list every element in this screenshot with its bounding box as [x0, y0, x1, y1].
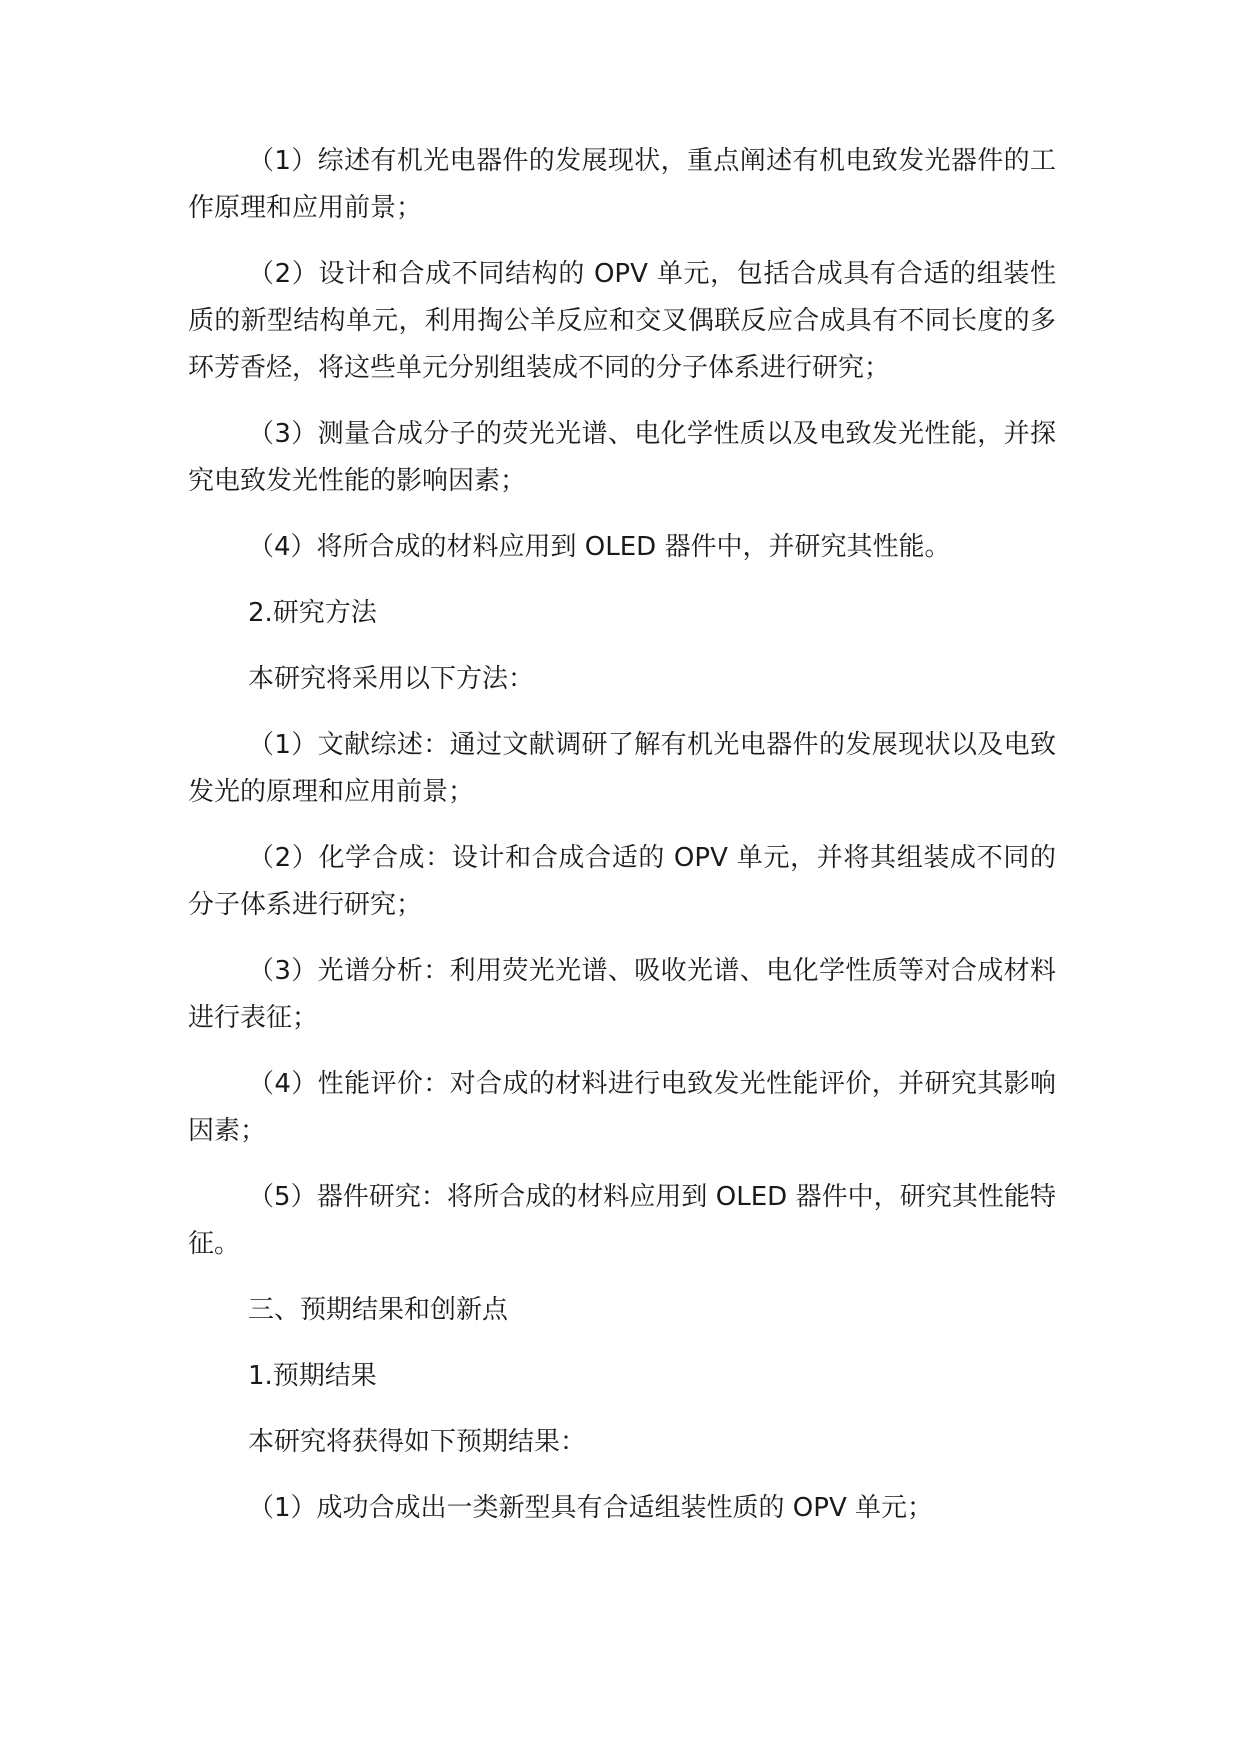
- paragraph-goal-1: （1）综述有机光电器件的发展现状，重点阐述有机电致发光器件的工作原理和应用前景；: [188, 146, 1056, 223]
- document-page: [188, 138, 1056, 1551]
- paragraph-method-2: （2）化学合成：设计和合成合适的 OPV 单元，并将其组装成不同的分子体系进行研究；: [188, 843, 1056, 920]
- paragraph-goal-2: （2）设计和合成不同结构的 OPV 单元，包括合成具有合适的组装性质的新型结构单元，利用掏公羊反应和交叉偶联反应合成具有不同长度的多环芳香烃，将这些单元分别组装成不同的分子体系进行研究；: [188, 259, 1056, 383]
- subsection-heading-expected: 1.预期结果: [248, 1361, 377, 1391]
- paragraph-methods-intro: 本研究将采用以下方法：: [248, 664, 535, 694]
- paragraph-results-intro: 本研究将获得如下预期结果：: [248, 1427, 587, 1457]
- paragraph-method-4: （4）性能评价：对合成的材料进行电致发光性能评价，并研究其影响因素；: [188, 1069, 1056, 1146]
- paragraph-result-1: （1）成功合成出一类新型具有合适组装性质的 OPV 单元；: [248, 1493, 934, 1523]
- paragraph-goal-3: （3）测量合成分子的荧光光谱、电化学性质以及电致发光性能，并探究电致发光性能的影响因素；: [188, 419, 1056, 496]
- paragraph-method-5: （5）器件研究：将所合成的材料应用到 OLED 器件中，研究其性能特征。: [188, 1182, 1056, 1259]
- paragraph-method-3: （3）光谱分析：利用荧光光谱、吸收光谱、电化学性质等对合成材料进行表征；: [188, 956, 1056, 1033]
- section-heading-methods: 2.研究方法: [248, 598, 377, 628]
- paragraph-goal-4: （4）将所合成的材料应用到 OLED 器件中，并研究其性能。: [248, 532, 951, 562]
- section-heading-results: 三、预期结果和创新点: [248, 1295, 509, 1325]
- paragraph-method-1: （1）文献综述：通过文献调研了解有机光电器件的发展现状以及电致发光的原理和应用前景；: [188, 730, 1056, 807]
